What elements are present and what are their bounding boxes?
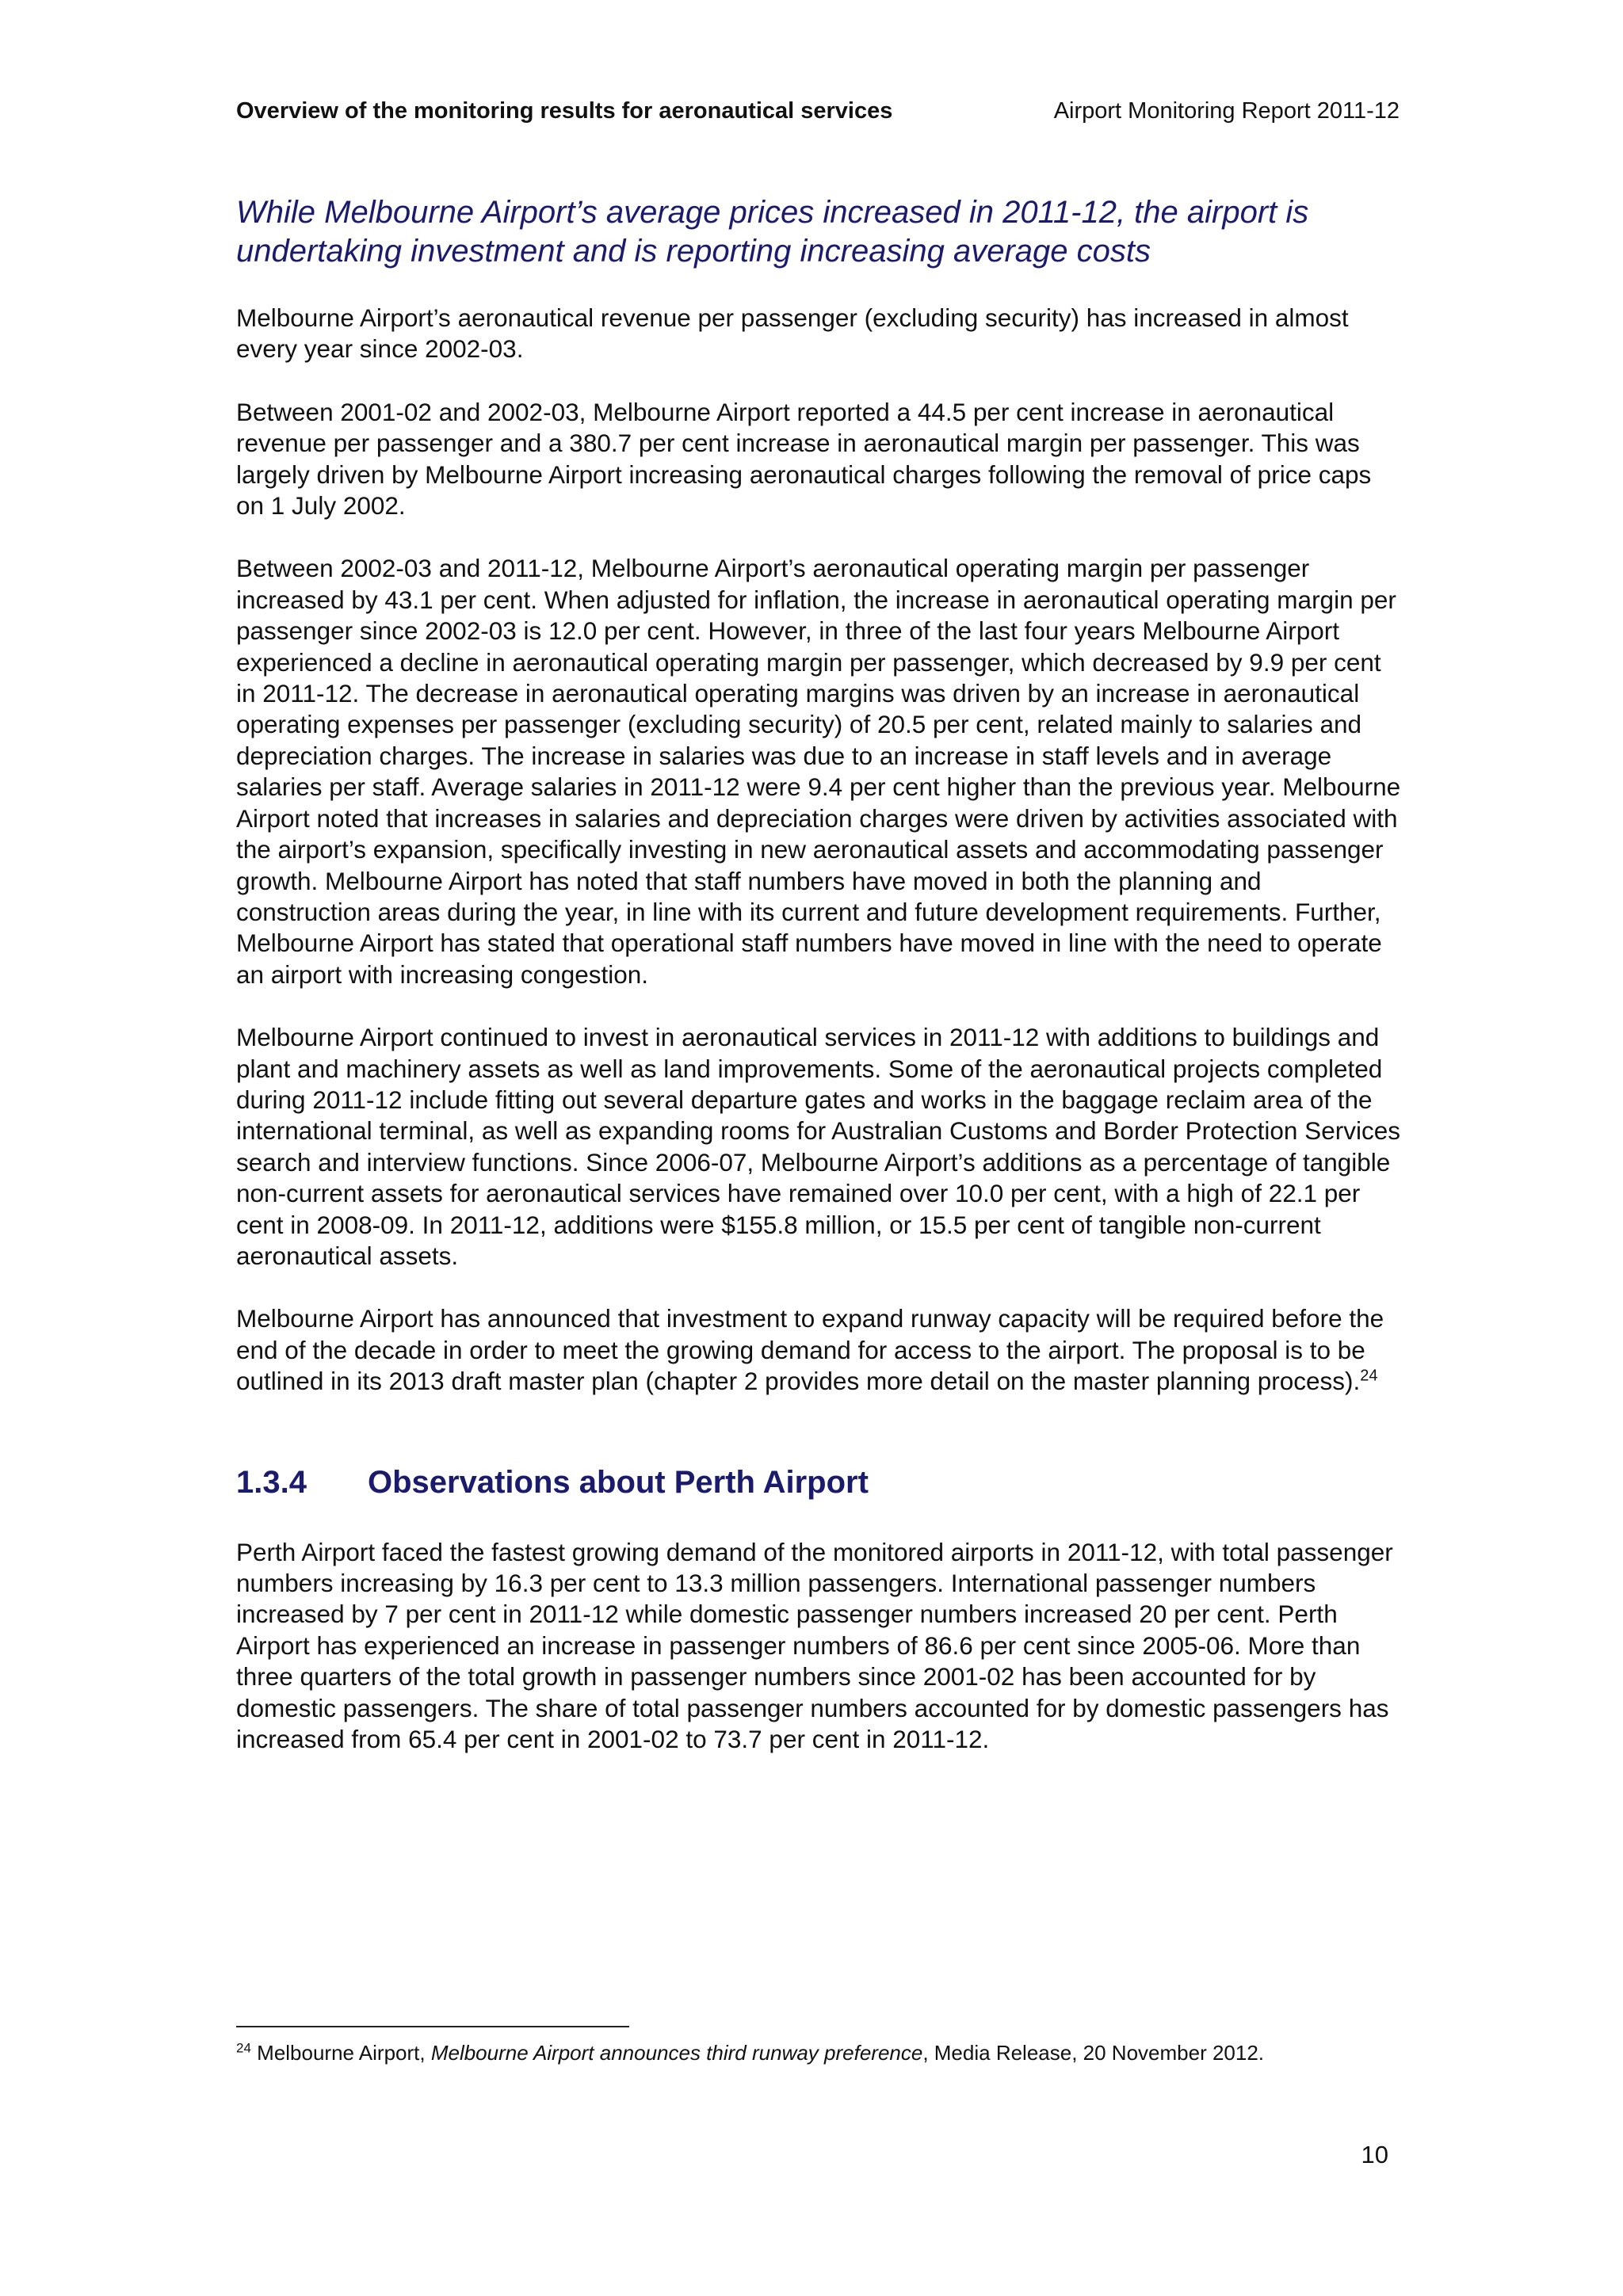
paragraph: Melbourne Airport’s aeronautical revenue per passenger (excluding security) has increased in almost every year since 2002-03.: [236, 303, 1349, 364]
footnote-prefix: Melbourne Airport,: [257, 2041, 431, 2065]
header-report-title: Airport Monitoring Report 2011-12: [1053, 98, 1400, 124]
footnote-divider: [236, 2026, 629, 2027]
subsection-title: Observations about Perth Airport: [368, 1464, 869, 1500]
section-heading: While Melbourne Airport’s average prices increased in 2011-12, the airport is undertaking investment and is reporting increasing average costs: [236, 195, 1309, 269]
subsection-heading: [236, 1463, 1401, 1502]
paragraph: Between 2002-03 and 2011-12, Melbourne Airport’s aeronautical operating margin per passenger increased by 43.1 per cent. When adjusted for inflation, the increase in aeronautical operating margin per passenger since 2002-03 is 12.0 per cent. However, in three of the last four years Melbourne Airport experienced a decline in aeronautical operating margin per passenger, which decreased by 9.9 per cent in 2011-12. The decrease in aeronautical operating margins was driven by an increase in aeronautical operating expenses per passenger (excluding security) of 20.5 per cent, related mainly to salaries and depreciation charges. The increase in salaries was due to an increase in staff levels and in average salaries per staff. Average salaries in 2011-12 were 9.4 per cent higher than the previous year. Melbourne Airport noted that increases in salaries and depreciation charges were driven by activities associated with the airport’s expansion, specifically investing in new aeronautical assets and accommodating passenger growth. Melbourne Airport has noted that staff numbers have moved in both the planning and construction areas during the year, in line with its current and future development requirements. Further, Melbourne Airport has stated that operational staff numbers have moved in line with the need to operate an airport with increasing congestion.: [236, 554, 1401, 989]
paragraph: Perth Airport faced the fastest growing demand of the monitored airports in 2011-12, with total passenger numbers increasing by 16.3 per cent to 13.3 million passengers. International passenger numbers increased by 7 per cent in 2011-12 while domestic passenger numbers increased 20 per cent. Perth Airport has experienced an increase in passenger numbers of 86.6 per cent since 2005-06. More than three quarters of the total growth in passenger numbers since 2001-02 has been accounted for by domestic passengers. The share of total passenger numbers accounted for by domestic passengers has increased from 65.4 per cent in 2001-02 to 73.7 per cent in 2011-12.: [236, 1537, 1393, 1754]
main-content: [236, 193, 1401, 1787]
footnote-source-title: Melbourne Airport announces third runway preference: [430, 2041, 923, 2065]
running-header: [236, 93, 1400, 128]
header-section-title: Overview of the monitoring results for aeronautical services: [236, 98, 893, 124]
subsection-number: 1.3.4: [236, 1464, 307, 1500]
footnote-number: 24: [236, 2040, 251, 2056]
paragraph: Between 2001-02 and 2002-03, Melbourne Airport reported a 44.5 per cent increase in aeronautical revenue per passenger and a 380.7 per cent increase in aeronautical margin per passenger. This was largely driven by Melbourne Airport increasing aeronautical charges following the removal of price caps on 1 July 2002.: [236, 397, 1372, 521]
paragraph-with-footnote: [236, 1303, 1401, 1397]
footnote: [236, 2039, 1401, 2066]
paragraph-text: Melbourne Airport has announced that investment to expand runway capacity will be required before the end of the decade in order to meet the growing demand for access to the airport. The proposal is to be outlined in its 2013 draft master plan (chapter 2 provides more detail on the master planning process).: [236, 1304, 1384, 1396]
page-number: 10: [1361, 2141, 1388, 2168]
paragraph: Melbourne Airport continued to invest in aeronautical services in 2011-12 with additions to buildings and plant and machinery assets as well as land improvements. Some of the aeronautical projects completed during 2011-12 include fitting out several departure gates and works in the baggage reclaim area of the international terminal, as well as expanding rooms for Australian Customs and Border Protection Services search and interview functions. Since 2006-07, Melbourne Airport’s additions as a percentage of tangible non-current assets for aeronautical services have remained over 10.0 per cent, with a high of 22.1 per cent in 2008-09. In 2011-12, additions were $155.8 million, or 15.5 per cent of tangible non-current aeronautical assets.: [236, 1023, 1400, 1270]
footnote-reference[interactable]: 24: [1360, 1367, 1378, 1385]
footnote-suffix: , Media Release, 20 November 2012.: [922, 2041, 1265, 2065]
